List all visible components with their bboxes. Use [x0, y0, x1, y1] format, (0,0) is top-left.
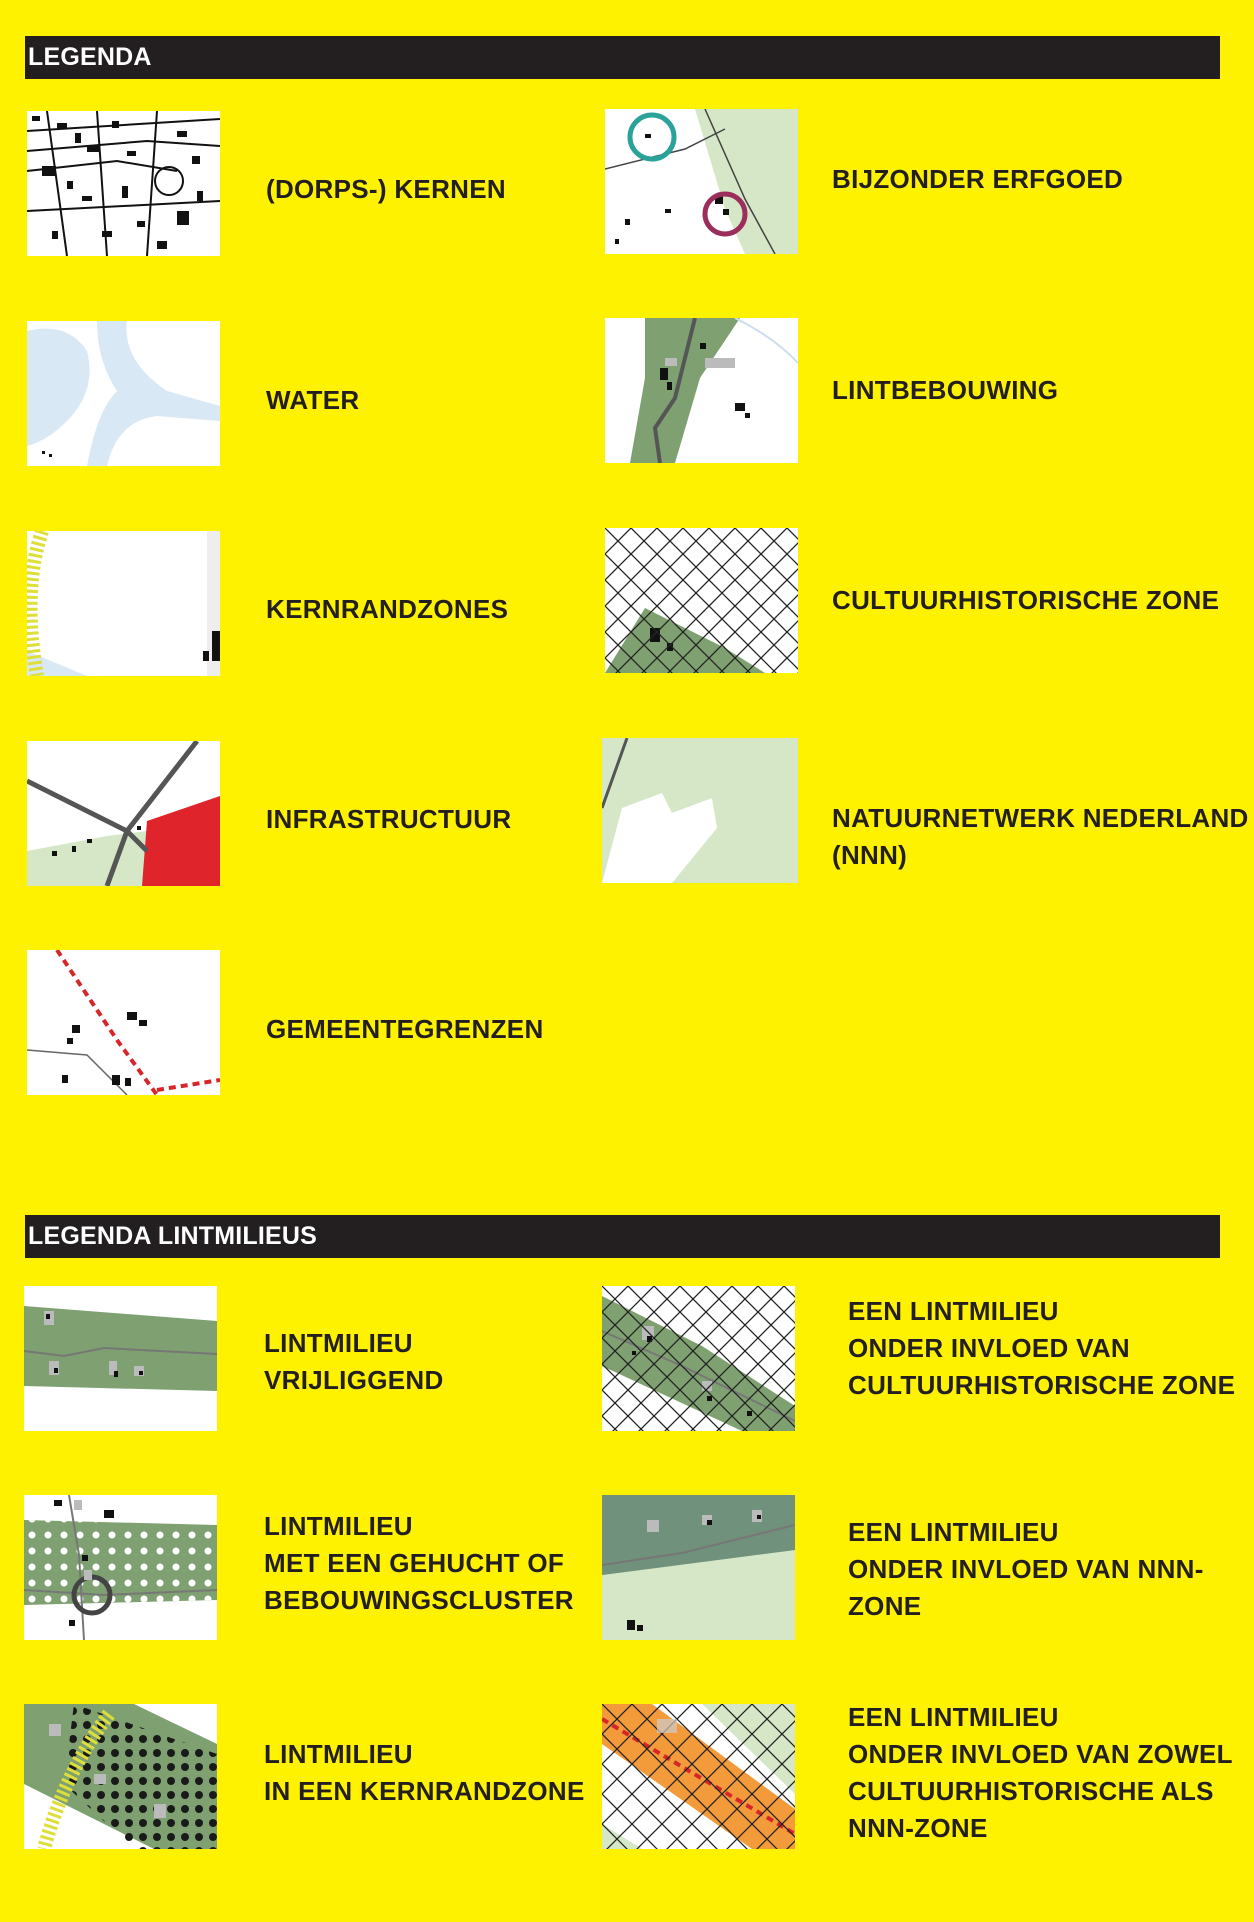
beide-line-3: CULTUURHISTORISCHE ALS — [848, 1776, 1214, 1806]
cultuur-line-3: CULTUURHISTORISCHE ZONE — [848, 1370, 1236, 1400]
vrijliggend-line-2: VRIJLIGGEND — [264, 1365, 444, 1395]
beide-line-2: ONDER INVLOED VAN ZOWEL — [848, 1739, 1233, 1769]
lintmilieu-vrijliggend-swatch — [24, 1286, 217, 1431]
lint-label-gehucht — [264, 1508, 574, 1619]
lintbebouwing-map-swatch — [605, 318, 798, 463]
lint-label-cultuur — [848, 1293, 1235, 1404]
kernrand-line-1: LINTMILIEU — [264, 1739, 413, 1769]
bijzonder-erfgoed-map-swatch — [605, 109, 798, 254]
legend-header: LEGENDA — [25, 36, 1220, 79]
beide-line-4: NNN-ZONE — [848, 1813, 988, 1843]
gehucht-line-1: LINTMILIEU — [264, 1511, 413, 1541]
gehucht-line-2: MET EEN GEHUCHT OF — [264, 1548, 565, 1578]
lint-label-nnn — [848, 1514, 1204, 1625]
beide-line-1: EEN LINTMILIEU — [848, 1702, 1059, 1732]
lint-nnn-line-3: ZONE — [848, 1591, 922, 1621]
lintmilieu-gehucht-swatch — [24, 1495, 217, 1640]
lintmilieu-cultuur-swatch — [602, 1286, 795, 1431]
lintmilieu-nnn-swatch — [602, 1495, 795, 1640]
legend-label-kernrandzones: KERNRANDZONES — [266, 594, 509, 624]
water-map-swatch — [27, 321, 220, 466]
lint-label-kernrand — [264, 1736, 585, 1810]
gehucht-line-3: BEBOUWINGSCLUSTER — [264, 1585, 574, 1615]
nnn-map-swatch — [602, 738, 798, 883]
nnn-line-2: (NNN) — [832, 840, 908, 870]
nnn-line-1: NATUURNETWERK NEDERLAND — [832, 803, 1249, 833]
legend-label-cultuurhistorisch: CULTUURHISTORISCHE ZONE — [832, 585, 1220, 615]
lint-label-vrijliggend — [264, 1325, 444, 1399]
legend-label-kernen: (DORPS-) KERNEN — [266, 174, 506, 204]
legend-label-erfgoed: BIJZONDER ERFGOED — [832, 164, 1124, 194]
lint-legend-header: LEGENDA LINTMILIEUS — [25, 1215, 1220, 1258]
cultuurhistorische-zone-map-swatch — [605, 528, 798, 673]
gemeentegrenzen-map-swatch — [27, 950, 220, 1095]
vrijliggend-line-1: LINTMILIEU — [264, 1328, 413, 1358]
legend-label-water: WATER — [266, 385, 360, 415]
kernrand-line-2: IN EEN KERNRANDZONE — [264, 1776, 585, 1806]
lint-label-beide — [848, 1699, 1233, 1847]
lintmilieu-kernrand-swatch — [24, 1704, 217, 1849]
infrastructuur-map-swatch — [27, 741, 220, 886]
lint-nnn-line-1: EEN LINTMILIEU — [848, 1517, 1059, 1547]
lintmilieu-beide-swatch — [602, 1704, 795, 1849]
legend-label-nnn — [832, 800, 1249, 874]
legend-label-gemeentegrenzen: GEMEENTEGRENZEN — [266, 1014, 544, 1044]
kernrandzones-map-swatch — [27, 531, 220, 676]
dorpskernen-map-swatch — [27, 111, 220, 256]
legend-label-lintbebouwing: LINTBEBOUWING — [832, 375, 1059, 405]
cultuur-line-1: EEN LINTMILIEU — [848, 1296, 1059, 1326]
legend-label-infrastructuur: INFRASTRUCTUUR — [266, 804, 512, 834]
cultuur-line-2: ONDER INVLOED VAN — [848, 1333, 1130, 1363]
lint-nnn-line-2: ONDER INVLOED VAN NNN- — [848, 1554, 1204, 1584]
